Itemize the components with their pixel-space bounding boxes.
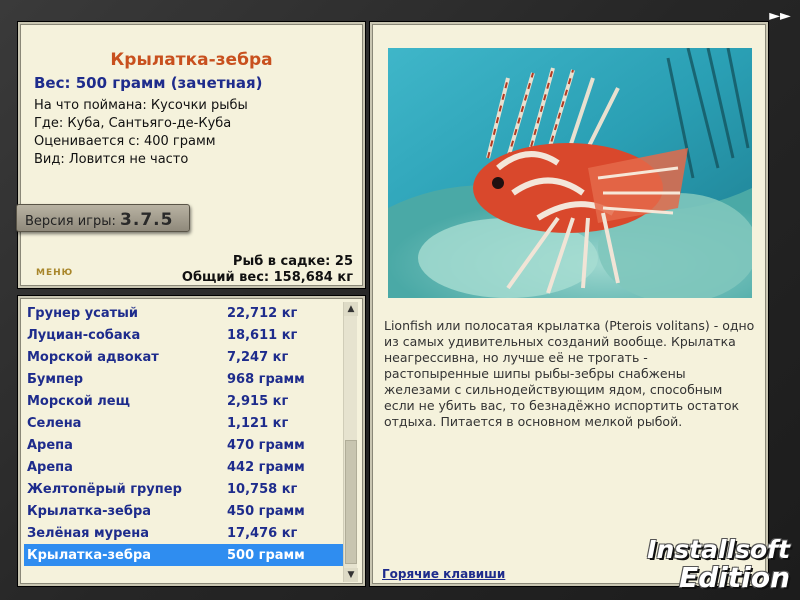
fish-description: Lionfish или полосатая крылатка (Pterois volitans) - одно из самых удивительных созданий вообще. Крылатка неагрессивна, но лучше её не трогать - растопыренные шипы рыбы-зебры снабжены железами с сильнодействующим ядом, способным если не убить вас, то безнадёжно испортить остаток отдыха. Питается в основном мелкой рыбой. xyxy=(384,318,755,429)
list-item[interactable] xyxy=(24,390,344,412)
list-item[interactable] xyxy=(24,522,344,544)
version-number: 3.7.5 xyxy=(120,210,174,230)
location: Где: Куба, Сантьяго-де-Куба xyxy=(34,116,232,131)
list-item-weight: 7,247 кг xyxy=(227,349,289,365)
fish-in-cage: Рыб в садке: 25 xyxy=(232,254,353,269)
list-item-name: Арепа xyxy=(27,459,73,475)
list-item-name: Крылатка-зебра xyxy=(27,503,152,519)
list-item-weight: 470 грамм xyxy=(227,437,305,453)
list-item-weight: 450 грамм xyxy=(227,503,305,519)
valued-from: Оценивается с: 400 грамм xyxy=(34,134,216,149)
version-badge xyxy=(16,204,190,232)
list-item[interactable] xyxy=(24,456,344,478)
list-item-name: Желтопёрый групер xyxy=(27,481,182,497)
catch-list-panel xyxy=(18,296,365,586)
menu-button[interactable]: МЕНЮ xyxy=(36,268,74,278)
list-item-name: Луциан-собака xyxy=(27,327,141,343)
fast-forward-icon: ►► xyxy=(769,8,791,24)
fish-info-panel xyxy=(18,22,365,288)
list-item[interactable] xyxy=(24,478,344,500)
installsoft-watermark xyxy=(647,536,790,592)
list-item-weight: 968 грамм xyxy=(227,371,305,387)
caught-with: На что поймана: Кусочки рыбы xyxy=(34,98,248,113)
fish-details xyxy=(34,97,248,169)
list-item-name: Селена xyxy=(27,415,82,431)
total-weight: Общий вес: 158,684 кг xyxy=(181,270,353,285)
list-item-name: Бумпер xyxy=(27,371,84,387)
fast-forward-button[interactable] xyxy=(768,8,792,24)
list-item[interactable] xyxy=(24,412,344,434)
list-item-weight: 22,712 кг xyxy=(227,305,298,321)
list-item-name: Арепа xyxy=(27,437,73,453)
list-item-weight: 2,915 кг xyxy=(227,393,289,409)
lionfish-image xyxy=(388,48,752,298)
list-item[interactable] xyxy=(24,544,344,566)
list-item-name: Морской адвокат xyxy=(27,349,159,365)
list-item-name: Морской лещ xyxy=(27,393,130,409)
list-item-name: Зелёная мурена xyxy=(27,525,149,541)
scroll-down-icon[interactable]: ▼ xyxy=(344,568,358,582)
cage-stats xyxy=(182,254,353,286)
list-scrollbar[interactable] xyxy=(343,302,357,582)
list-item[interactable] xyxy=(24,368,344,390)
hotkeys-link[interactable]: Горячие клавиши xyxy=(382,567,506,581)
watermark-line2: Edition xyxy=(679,561,790,594)
list-item-name: Грунер усатый xyxy=(27,305,139,321)
catch-frequency: Вид: Ловится не часто xyxy=(34,152,189,167)
list-item-weight: 500 грамм xyxy=(227,547,305,563)
list-item[interactable] xyxy=(24,302,344,324)
version-label: Версия игры: xyxy=(25,214,116,229)
list-item-weight: 1,121 кг xyxy=(227,415,289,431)
list-item[interactable] xyxy=(24,346,344,368)
fish-weight: Вес: 500 грамм (зачетная) xyxy=(34,74,263,92)
list-item-weight: 10,758 кг xyxy=(227,481,298,497)
list-item-weight: 17,476 кг xyxy=(227,525,298,541)
scroll-up-icon[interactable]: ▲ xyxy=(344,302,358,316)
fish-title: Крылатка-зебра xyxy=(110,50,273,70)
list-item[interactable] xyxy=(24,500,344,522)
catch-list xyxy=(24,302,344,566)
fish-detail-panel xyxy=(370,22,768,586)
list-item[interactable] xyxy=(24,324,344,346)
list-item[interactable] xyxy=(24,434,344,456)
list-item-name: Крылатка-зебра xyxy=(27,547,152,563)
scroll-thumb[interactable] xyxy=(345,440,357,564)
fish-photo xyxy=(388,48,752,298)
list-item-weight: 442 грамм xyxy=(227,459,305,475)
watermark-line1: Installsoft xyxy=(647,535,790,564)
list-item-weight: 18,611 кг xyxy=(227,327,298,343)
